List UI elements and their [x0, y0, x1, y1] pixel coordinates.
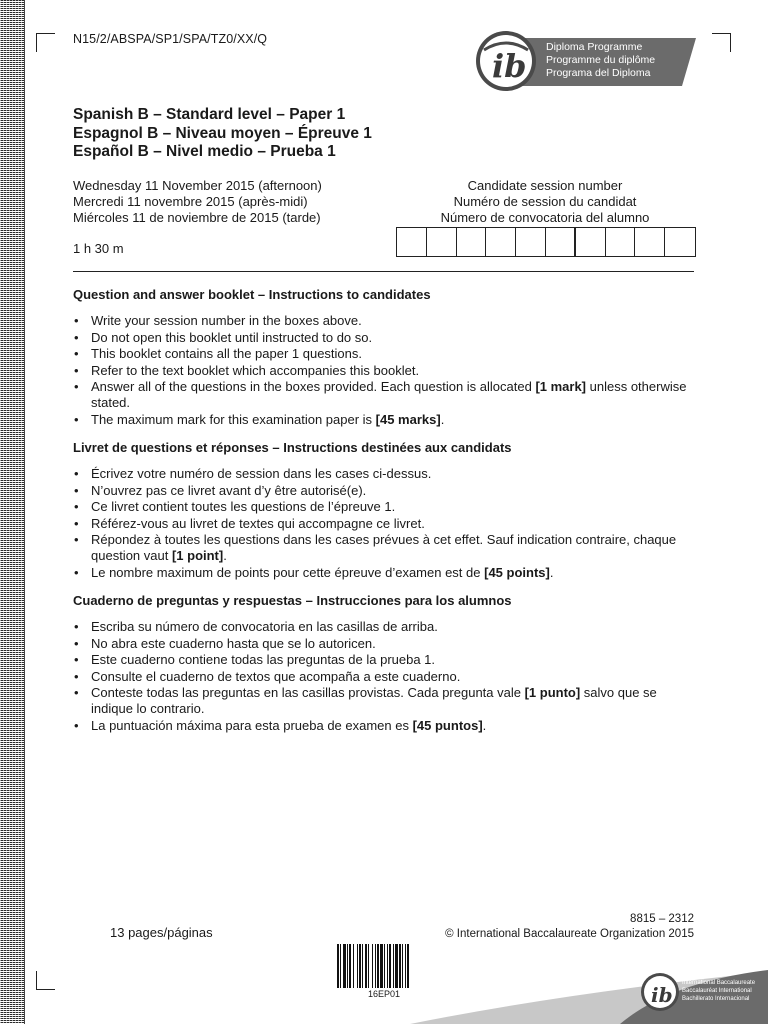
- title-french: Espagnol B – Niveau moyen – Épreuve 1: [73, 124, 372, 142]
- barcode-bar: [362, 944, 363, 988]
- instructions-spanish: [73, 593, 697, 734]
- instruction-text: Refer to the text booklet which accompanies this booklet.: [91, 362, 420, 378]
- section-heading: Cuaderno de preguntas y respuestas – Instrucciones para los alumnos: [73, 593, 512, 608]
- instruction-item: [73, 412, 697, 428]
- candidate-label-spanish: Número de convocatoria del alumno: [440, 210, 650, 225]
- barcode-label: 16EP01: [367, 989, 401, 999]
- candidate-label-english: Candidate session number: [467, 178, 623, 193]
- barcode-bar: [375, 944, 376, 988]
- barcode-bar: [340, 944, 341, 988]
- instructions-english: [73, 287, 697, 428]
- footer-logo-line-2: Baccalauréat International: [682, 988, 752, 994]
- section-heading: Question and answer booklet – Instructions to candidates: [73, 287, 431, 302]
- instruction-item: [73, 379, 697, 411]
- barcode-bar: [357, 944, 358, 988]
- session-digit-box[interactable]: [606, 228, 636, 256]
- instruction-text: Ce livret contient toutes les questions de l’épreuve 1.: [91, 499, 396, 514]
- crop-mark-top-left: [36, 33, 55, 52]
- instruction-item: [73, 685, 697, 717]
- header-divider: [73, 271, 694, 272]
- crop-mark-top-right: [712, 33, 731, 52]
- instruction-text: Répondez à toutes les questions dans les cases prévues à cet effet. Sauf indication contraire, chaque question vaut: [91, 532, 677, 563]
- exam-dates: [73, 178, 322, 226]
- exam-duration: 1 h 30 m: [73, 241, 124, 256]
- instruction-item: [73, 516, 697, 532]
- instruction-item: [73, 565, 697, 581]
- barcode-bar: [349, 944, 351, 988]
- instruction-text-tail: .: [549, 564, 554, 580]
- reference-code: 8815 – 2312: [630, 913, 694, 925]
- title-spanish: Español B – Nivel medio – Prueba 1: [73, 143, 336, 160]
- instruction-text: Référez-vous au livret de textes qui accompagne ce livret.: [91, 515, 425, 531]
- candidate-session-number-boxes[interactable]: [396, 227, 696, 257]
- instruction-item: [73, 718, 697, 734]
- barcode-bar: [389, 944, 391, 988]
- barcode-bar: [399, 944, 401, 988]
- instruction-text-tail: .: [223, 548, 227, 563]
- session-digit-box[interactable]: [665, 228, 695, 256]
- logo-line-2: Programme du diplôme: [546, 54, 656, 66]
- copyright-notice: © International Baccalaureate Organization 2015: [445, 928, 694, 940]
- instruction-text: Consulte el cuaderno de textos que acompaña a este cuaderno.: [91, 668, 461, 684]
- mark-allocation: [1 punto]: [524, 685, 581, 700]
- session-digit-box[interactable]: [457, 228, 487, 256]
- barcode-bar: [384, 944, 385, 988]
- instruction-item: [73, 652, 697, 668]
- section-heading: Livret de questions et réponses – Instructions destinées aux candidats: [73, 440, 512, 455]
- instruction-text: N’ouvrez pas ce livret avant d’y être autorisé(e).: [91, 482, 367, 498]
- instruction-text-tail: salvo que se indique lo contrario.: [91, 685, 657, 716]
- paper-code: N15/2/ABSPA/SP1/SPA/TZ0/XX/Q: [73, 32, 268, 46]
- barcode-bar: [377, 944, 379, 988]
- instruction-text-tail: .: [482, 717, 487, 733]
- instructions-french: [73, 440, 697, 581]
- barcode-bar: [372, 944, 373, 988]
- mark-allocation: [45 marks]: [375, 411, 441, 427]
- mark-allocation: [45 points]: [484, 564, 550, 580]
- candidate-label-french: Numéro de session du candidat: [453, 194, 637, 209]
- session-digit-box[interactable]: [486, 228, 516, 256]
- instruction-item: [73, 619, 697, 635]
- barcode-bar: [387, 944, 388, 988]
- barcode-bar: [393, 944, 394, 988]
- instruction-text: Este cuaderno contiene todas las preguntas de la prueba 1.: [91, 652, 436, 667]
- instruction-text-tail: .: [440, 411, 445, 427]
- mark-allocation: [1 point]: [171, 548, 224, 563]
- instruction-text: This booklet contains all the paper 1 questions.: [91, 346, 363, 361]
- instruction-text: The maximum mark for this examination paper is: [91, 411, 376, 427]
- barcode-bar: [347, 944, 348, 988]
- logo-line-1: Diploma Programme: [546, 41, 643, 53]
- barcode-bar: [405, 944, 406, 988]
- ib-diploma-logo: [470, 30, 696, 92]
- page-count: 13 pages/páginas: [110, 925, 213, 940]
- instruction-item: [73, 636, 697, 652]
- candidate-session-label: [396, 178, 694, 226]
- instruction-text: No abra este cuaderno hasta que se lo autoricen.: [91, 635, 376, 651]
- barcode-bar: [368, 944, 369, 988]
- title-english: Spanish B – Standard level – Paper 1: [73, 106, 346, 123]
- instruction-text: Écrivez votre numéro de session dans les cases ci-dessus.: [91, 466, 432, 481]
- instruction-item: [73, 330, 697, 346]
- barcode-bar: [402, 944, 403, 988]
- session-digit-box[interactable]: [427, 228, 457, 256]
- footer-logo-line-1: International Baccalaureate: [682, 980, 756, 986]
- instruction-text-tail: unless otherwise stated.: [91, 379, 687, 410]
- date-spanish: Miércoles 11 de noviembre de 2015 (tarde): [73, 210, 321, 225]
- session-digit-box[interactable]: [397, 228, 427, 256]
- barcode-bar: [343, 944, 346, 988]
- session-digit-box[interactable]: [516, 228, 546, 256]
- instruction-text: Do not open this booklet until instructed to do so.: [91, 329, 373, 345]
- instruction-list: [73, 619, 697, 734]
- instruction-text: Answer all of the questions in the boxes provided. Each question is allocated: [91, 379, 536, 394]
- instruction-text: Le nombre maximum de points pour cette épreuve d’examen est de: [91, 564, 485, 580]
- instruction-item: [73, 669, 697, 685]
- footer-ib-mark: ib: [651, 983, 673, 1007]
- barcode-bar: [395, 944, 398, 988]
- document-reference: [400, 912, 694, 942]
- barcode-bar: [353, 944, 354, 988]
- barcode-bar: [365, 944, 367, 988]
- session-digit-box[interactable]: [635, 228, 665, 256]
- date-french: Mercredi 11 novembre 2015 (après-midi): [73, 194, 308, 209]
- barcode-bar: [407, 944, 409, 988]
- instruction-item: [73, 363, 697, 379]
- instruction-text: Conteste todas las preguntas en las casillas provistas. Cada pregunta vale: [91, 685, 525, 700]
- mark-allocation: [1 mark]: [535, 379, 587, 394]
- logo-line-3: Programa del Diploma: [546, 67, 651, 79]
- footer-logo-line-3: Bachillerato Internacional: [682, 996, 750, 1002]
- ib-footer-logo: [410, 962, 768, 1024]
- ib-mark-text: ib: [492, 47, 527, 85]
- barcode-bar: [337, 944, 339, 988]
- instruction-text: Write your session number in the boxes above.: [91, 313, 362, 328]
- instruction-list: [73, 313, 697, 428]
- session-digit-box[interactable]: [576, 228, 606, 256]
- session-digit-box[interactable]: [546, 228, 576, 256]
- instruction-text: La puntuación máxima para esta prueba de examen es: [91, 717, 413, 733]
- barcode-bar: [359, 944, 361, 988]
- instruction-list: [73, 466, 697, 581]
- instruction-item: [73, 499, 697, 515]
- instruction-item: [73, 483, 697, 499]
- mark-allocation: [45 puntos]: [412, 717, 483, 733]
- barcode-bar: [380, 944, 383, 988]
- scan-edge-hatch: [0, 0, 25, 1024]
- instruction-item: [73, 313, 697, 329]
- instruction-text: Escriba su número de convocatoria en las casillas de arriba.: [91, 619, 438, 634]
- crop-mark-bottom-left: [36, 971, 55, 990]
- instruction-item: [73, 466, 697, 482]
- instruction-item: [73, 532, 697, 564]
- exam-titles: [73, 106, 372, 162]
- date-english: Wednesday 11 November 2015 (afternoon): [73, 178, 322, 193]
- instruction-item: [73, 346, 697, 362]
